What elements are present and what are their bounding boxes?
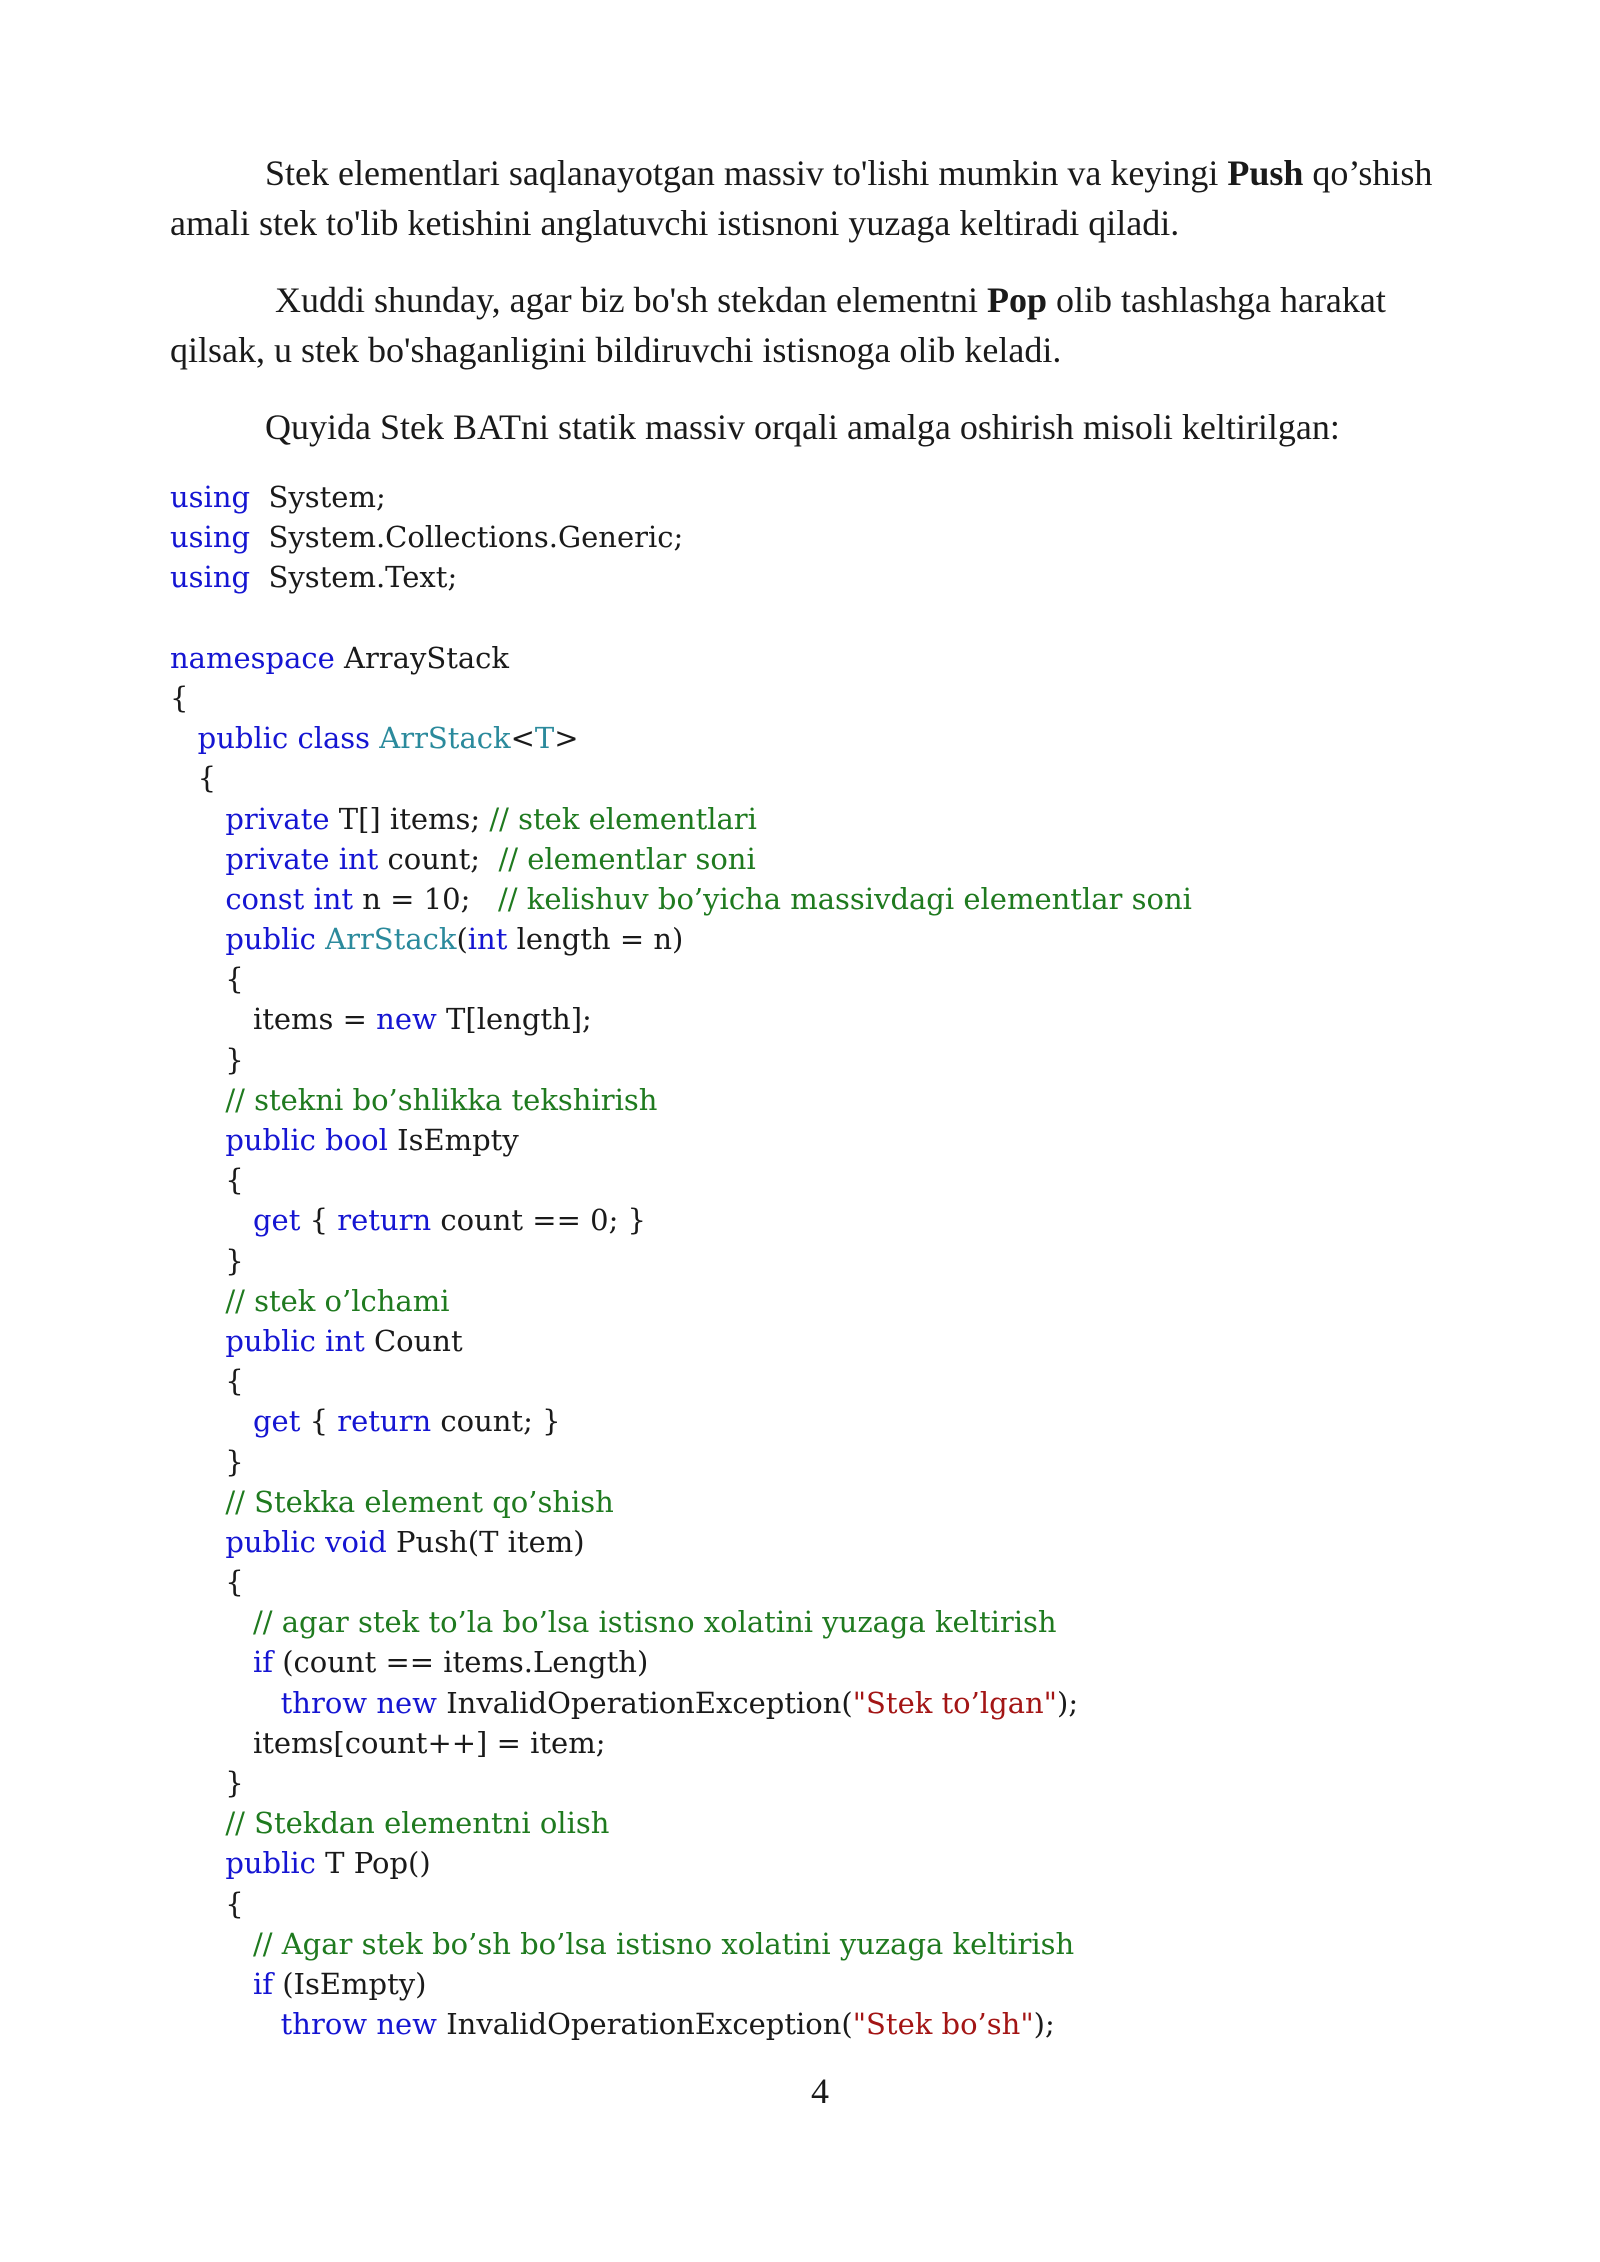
code-keyword: public [225, 1846, 316, 1881]
code-line [170, 1160, 1192, 1200]
code-line [170, 1642, 1192, 1682]
code-line [170, 1562, 1192, 1602]
code-text: Push(T item) [386, 1524, 585, 1559]
code-keyword: private [225, 801, 330, 836]
code-line [170, 638, 1192, 678]
code-keyword: using [170, 560, 251, 595]
code-line [170, 1924, 1192, 1964]
code-listing [170, 477, 1192, 2044]
code-line [170, 1884, 1192, 1924]
code-line [170, 1321, 1192, 1361]
code-text [170, 922, 225, 956]
code-text [170, 1485, 225, 1519]
code-line [170, 999, 1192, 1039]
code-keyword: if [252, 1645, 273, 1680]
code-text: } [170, 1766, 244, 1800]
code-text: { [170, 1886, 244, 1921]
code-text [170, 1806, 225, 1840]
code-string: "Stek to’lgan" [852, 1685, 1058, 1720]
code-text: { [170, 761, 217, 796]
code-text [170, 1967, 253, 2001]
code-line [170, 1964, 1192, 2004]
code-text [170, 1846, 225, 1880]
code-text: count; } [431, 1404, 561, 1439]
code-keyword: public void [225, 1524, 387, 1559]
code-comment: // elementlar soni [498, 841, 756, 876]
code-text: InvalidOperationException( [436, 1685, 853, 1720]
code-text: } [170, 1042, 244, 1077]
code-text: } [170, 1243, 244, 1278]
code-text: { [170, 680, 189, 715]
code-line [170, 598, 1192, 638]
code-text [370, 721, 379, 755]
code-text: } [170, 1444, 244, 1479]
code-text: count; [378, 841, 499, 876]
code-text: n = 10; [353, 881, 499, 916]
code-text [170, 1203, 253, 1237]
code-line [170, 718, 1192, 758]
code-text: System.Text; [250, 560, 458, 595]
code-line [170, 1442, 1192, 1482]
code-text: { [170, 1163, 244, 1198]
paragraph-example-intro: Quyida Stek BATni statik massiv orqali amalga oshirish misoli keltirilgan: [265, 407, 1340, 447]
code-type: T [534, 721, 555, 756]
code-text: { [300, 1404, 338, 1439]
code-text: items[count++] = item; [170, 1725, 606, 1760]
code-line [170, 1522, 1192, 1562]
code-text: IsEmpty [387, 1123, 519, 1157]
code-text: < [510, 721, 535, 756]
code-text: Count [364, 1323, 463, 1358]
code-keyword: get [252, 1203, 301, 1238]
paragraph-text: Xuddi shunday, agar biz bo'sh stekdan elementni [275, 280, 987, 320]
code-comment: // kelishuv bo’yicha massivdagi elementlar soni [498, 881, 1192, 916]
code-text [170, 842, 225, 876]
code-keyword: namespace [170, 640, 335, 675]
code-text: length = n) [507, 922, 684, 957]
code-text: ( [456, 922, 468, 957]
code-line [170, 1602, 1192, 1642]
code-keyword: const int [225, 881, 354, 916]
code-line [170, 839, 1192, 879]
code-comment: // Stekdan elementni olish [225, 1806, 610, 1841]
code-line [170, 1040, 1192, 1080]
code-keyword: public [225, 922, 316, 957]
code-text: items = [170, 1002, 377, 1037]
code-keyword: return [337, 1203, 432, 1238]
paragraph-text: Stek elementlari saqlanayotgan massiv to'lishi mumkin va keyingi [265, 153, 1228, 193]
code-line [170, 2004, 1192, 2044]
code-line [170, 1683, 1192, 1723]
code-line [170, 1120, 1192, 1160]
code-text: ArrayStack [334, 640, 509, 675]
code-text: { [170, 962, 244, 997]
code-text [170, 721, 198, 755]
code-text [170, 1123, 225, 1157]
code-text [170, 882, 225, 916]
code-text: T Pop() [315, 1846, 431, 1881]
page-number: 4 [811, 2071, 829, 2111]
code-text [170, 1404, 253, 1438]
paragraph-text: olib tashlashga harakat qilsak, u stek bo'shaganligini bildiruvchi istisnoga olib keladi. [170, 280, 1386, 370]
code-text [170, 1927, 253, 1961]
code-text [170, 1284, 225, 1318]
code-text: ); [1057, 1685, 1079, 1720]
code-keyword: return [337, 1404, 432, 1439]
paragraph-push-overflow [170, 148, 1460, 248]
code-text: ); [1033, 2007, 1055, 2042]
code-line [170, 1200, 1192, 1240]
code-text: { [300, 1203, 338, 1238]
code-line [170, 557, 1192, 597]
code-keyword: int [467, 922, 508, 957]
code-comment: // stek o’lchami [225, 1283, 450, 1318]
code-comment: // Agar stek bo’sh bo’lsa istisno xolatini yuzaga keltirish [252, 1926, 1075, 1961]
code-text: > [554, 721, 579, 756]
code-line [170, 1763, 1192, 1803]
code-line [170, 1482, 1192, 1522]
code-keyword: throw new [280, 1685, 437, 1720]
code-comment: // agar stek to’la bo’lsa istisno xolatini yuzaga keltirish [252, 1605, 1057, 1640]
code-comment: // stekni bo’shlikka tekshirish [225, 1082, 658, 1117]
code-line [170, 1080, 1192, 1120]
code-line [170, 758, 1192, 798]
code-keyword: new [376, 1002, 437, 1037]
code-line [170, 517, 1192, 557]
code-line [170, 919, 1192, 959]
code-line [170, 1843, 1192, 1883]
code-text [170, 1083, 225, 1117]
code-text: T[length]; [436, 1002, 592, 1037]
code-line [170, 1723, 1192, 1763]
code-keyword: if [252, 1966, 273, 2001]
code-text [170, 2007, 281, 2041]
code-text [170, 1605, 253, 1639]
code-comment: // Stekka element qo’shish [225, 1484, 614, 1519]
code-text [170, 1324, 225, 1358]
code-text: InvalidOperationException( [436, 2007, 853, 2042]
code-line [170, 1803, 1192, 1843]
code-line [170, 1281, 1192, 1321]
code-text: { [170, 1565, 244, 1600]
code-line [170, 477, 1192, 517]
code-line [170, 1361, 1192, 1401]
paragraph-text: qo’shish amali stek to'lib ketishini anglatuvchi istisnoni yuzaga keltiradi qiladi. [170, 153, 1433, 243]
code-line [170, 678, 1192, 718]
code-text [170, 1645, 253, 1679]
bold-term-push: Push [1227, 153, 1304, 193]
code-text: count == 0; } [431, 1203, 647, 1238]
code-text [170, 1686, 281, 1720]
code-keyword: public bool [225, 1123, 388, 1157]
bold-term-pop: Pop [986, 280, 1047, 320]
code-keyword: private int [225, 841, 379, 876]
code-text: System.Collections.Generic; [250, 520, 684, 555]
code-keyword: public int [225, 1323, 365, 1358]
code-comment: // stek elementlari [489, 801, 757, 836]
code-text: T[] items; [329, 801, 490, 836]
code-line [170, 879, 1192, 919]
code-text [170, 802, 225, 836]
code-text: (count == items.Length) [272, 1645, 649, 1680]
code-line [170, 1401, 1192, 1441]
code-keyword: using [170, 520, 251, 555]
code-text [316, 922, 325, 956]
code-type: ArrStack [325, 922, 457, 957]
code-text: (IsEmpty) [272, 1966, 427, 2001]
code-keyword: using [170, 480, 251, 514]
code-text: System; [250, 480, 386, 514]
code-string: "Stek bo’sh" [852, 2007, 1034, 2042]
code-line [170, 1241, 1192, 1281]
code-keyword: public class [197, 721, 371, 756]
code-type: ArrStack [379, 721, 511, 756]
code-keyword: throw new [280, 2007, 437, 2042]
code-text: { [170, 1364, 244, 1399]
code-line [170, 799, 1192, 839]
code-line [170, 959, 1192, 999]
code-keyword: get [252, 1404, 301, 1439]
code-text [170, 1525, 225, 1559]
paragraph-pop-underflow [170, 275, 1460, 375]
